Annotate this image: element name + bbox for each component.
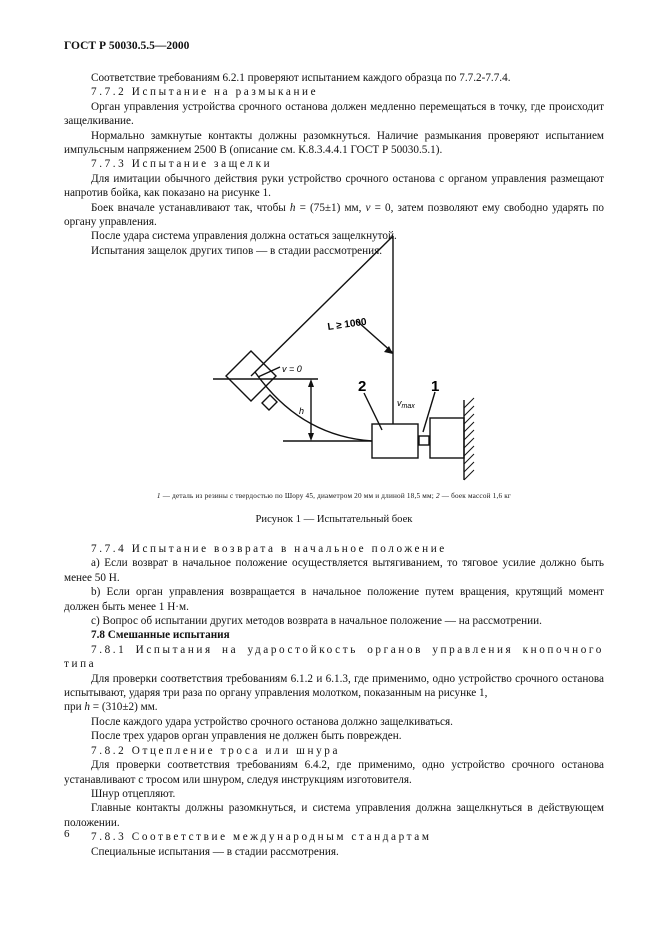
paragraph: Орган управления устройства срочного останова должен медленно перемещаться в точку, где происходит защелкивание. — [64, 100, 604, 128]
paragraph: Главные контакты должны разомкнуться, и система управления должна защелкнуться в действующем положении. — [64, 802, 604, 829]
pendulum-rod-slanted — [251, 236, 393, 376]
paragraph: Специальные испытания — в стадии рассмотрения. — [91, 845, 339, 858]
label-1: 1 — [431, 378, 440, 395]
label-v0: v = 0 — [282, 364, 302, 374]
label-h: h — [299, 406, 305, 416]
caption-text-a: — деталь из резины с твердостью по Шору 45, диаметром 20 мм и длиной 18,5 мм; — [160, 492, 436, 500]
label-1-leader — [423, 392, 435, 432]
paragraph: Для проверки соответствия требованиям 6.4.2, где применимо, одно устройство срочного останова устанавливают с тросом или шнуром, следуя инструкциям изготовителя. — [64, 759, 604, 786]
section-heading: 7.7.3 Испытание защелки — [91, 158, 273, 171]
caption-item-2: 2 — [435, 492, 440, 500]
paragraph: с) Вопрос об испытании других методов возврата в начальное положение — на рассмотрении. — [91, 615, 542, 628]
formula2-prefix: при — [64, 701, 82, 714]
paragraph: Шнур отцепляют. — [91, 787, 176, 800]
hammer-block — [372, 424, 418, 458]
label-L: L ≥ 1000 — [326, 316, 368, 333]
page-number: 6 — [64, 828, 70, 840]
caption-text-b: — боек массой 1,6 кг — [439, 492, 512, 500]
figure-title: Рисунок 1 — Испытательный боек — [255, 514, 413, 525]
text-block-bottom — [64, 542, 604, 859]
paragraph: Для имитации обычного действия руки устройство срочного останова с органом управления размещают напротив бойка, как показано на рисунке 1. — [64, 172, 604, 200]
caption-item-1: 1 — [156, 492, 161, 500]
device-body — [430, 418, 464, 458]
paragraph: Испытания защелок других типов — в стадии рассмотрения. — [91, 244, 383, 257]
formula-v: v — [365, 201, 371, 214]
paragraph: После каждого удара устройство срочного останова должно защелкиваться. — [91, 715, 453, 728]
formula2-value: = (310±2) мм. — [92, 701, 158, 714]
L-arrow — [384, 346, 393, 354]
section-heading: 7.8 Смешанные испытания — [91, 629, 230, 642]
section-heading: 7.7.4 Испытание возврата в начальное положение — [91, 543, 447, 555]
formula-h: h — [289, 201, 296, 214]
h-arrow-bottom — [308, 433, 314, 441]
rubber-tip-start — [262, 395, 277, 410]
figure-caption-legend — [64, 492, 604, 500]
h-arrow-top — [308, 379, 314, 387]
formula2-h: h — [84, 701, 90, 714]
label-2: 2 — [358, 378, 367, 395]
paragraph: b) Если орган управления возвращается в начальное положение путем вращения, крутящий момент должен быть менее 1 Н·м. — [64, 586, 604, 613]
paragraph: После трех ударов орган управления не должен быть поврежден. — [91, 730, 402, 743]
paragraph: Для проверки соответствия требованиям 6.1.2 и 6.1.3, где применимо, одно устройство срочного останова испытывают, ударяя три раза по органу управления молотком, показанным на рисунке 1, — [64, 672, 604, 700]
section-heading: 7.7.2 Испытание на размыкание — [91, 86, 319, 99]
paragraph: После удара система управления должна остаться защелкнутой. — [91, 230, 397, 243]
formula-v-value: = 0, затем позволяют ему свободно ударять по органу управления. — [64, 201, 605, 229]
wall-hatching — [464, 398, 474, 480]
label-vmax: $v_{max}$ — [397, 398, 415, 410]
section-heading: 7.8.1 Испытания на ударостойкость органов управления кнопочного типа — [64, 643, 604, 671]
section-heading: 7.8.2 Отцепление троса или шнура — [91, 744, 341, 757]
page-header: ГОСТ Р 50030.5.5—2000 — [64, 40, 190, 52]
rubber-tip — [419, 436, 429, 445]
formula-paragraph — [64, 700, 604, 714]
paragraph: а) Если возврат в начальное положение осуществляется вытягиванием, то тяговое усилие должно быть менее 50 Н. — [64, 557, 604, 584]
formula-h-value: = (75±1) мм, — [299, 201, 362, 214]
paragraph: Соответствие требованиям 6.2.1 проверяют испытанием каждого образца по 7.7.2-7.7.4. — [91, 72, 511, 84]
paragraph: Нормально замкнутые контакты должны разомкнуться. Наличие размыкания проверяют испытанием импульсным напряжением 2500 В (описание см. К.8.3.4.4.1 ГОСТ Р 50030.5.1). — [64, 129, 604, 157]
formula-prefix: Боек вначале устанавливают так, чтобы — [91, 201, 286, 214]
section-heading: 7.8.3 Соответствие международным стандартам — [91, 831, 432, 844]
